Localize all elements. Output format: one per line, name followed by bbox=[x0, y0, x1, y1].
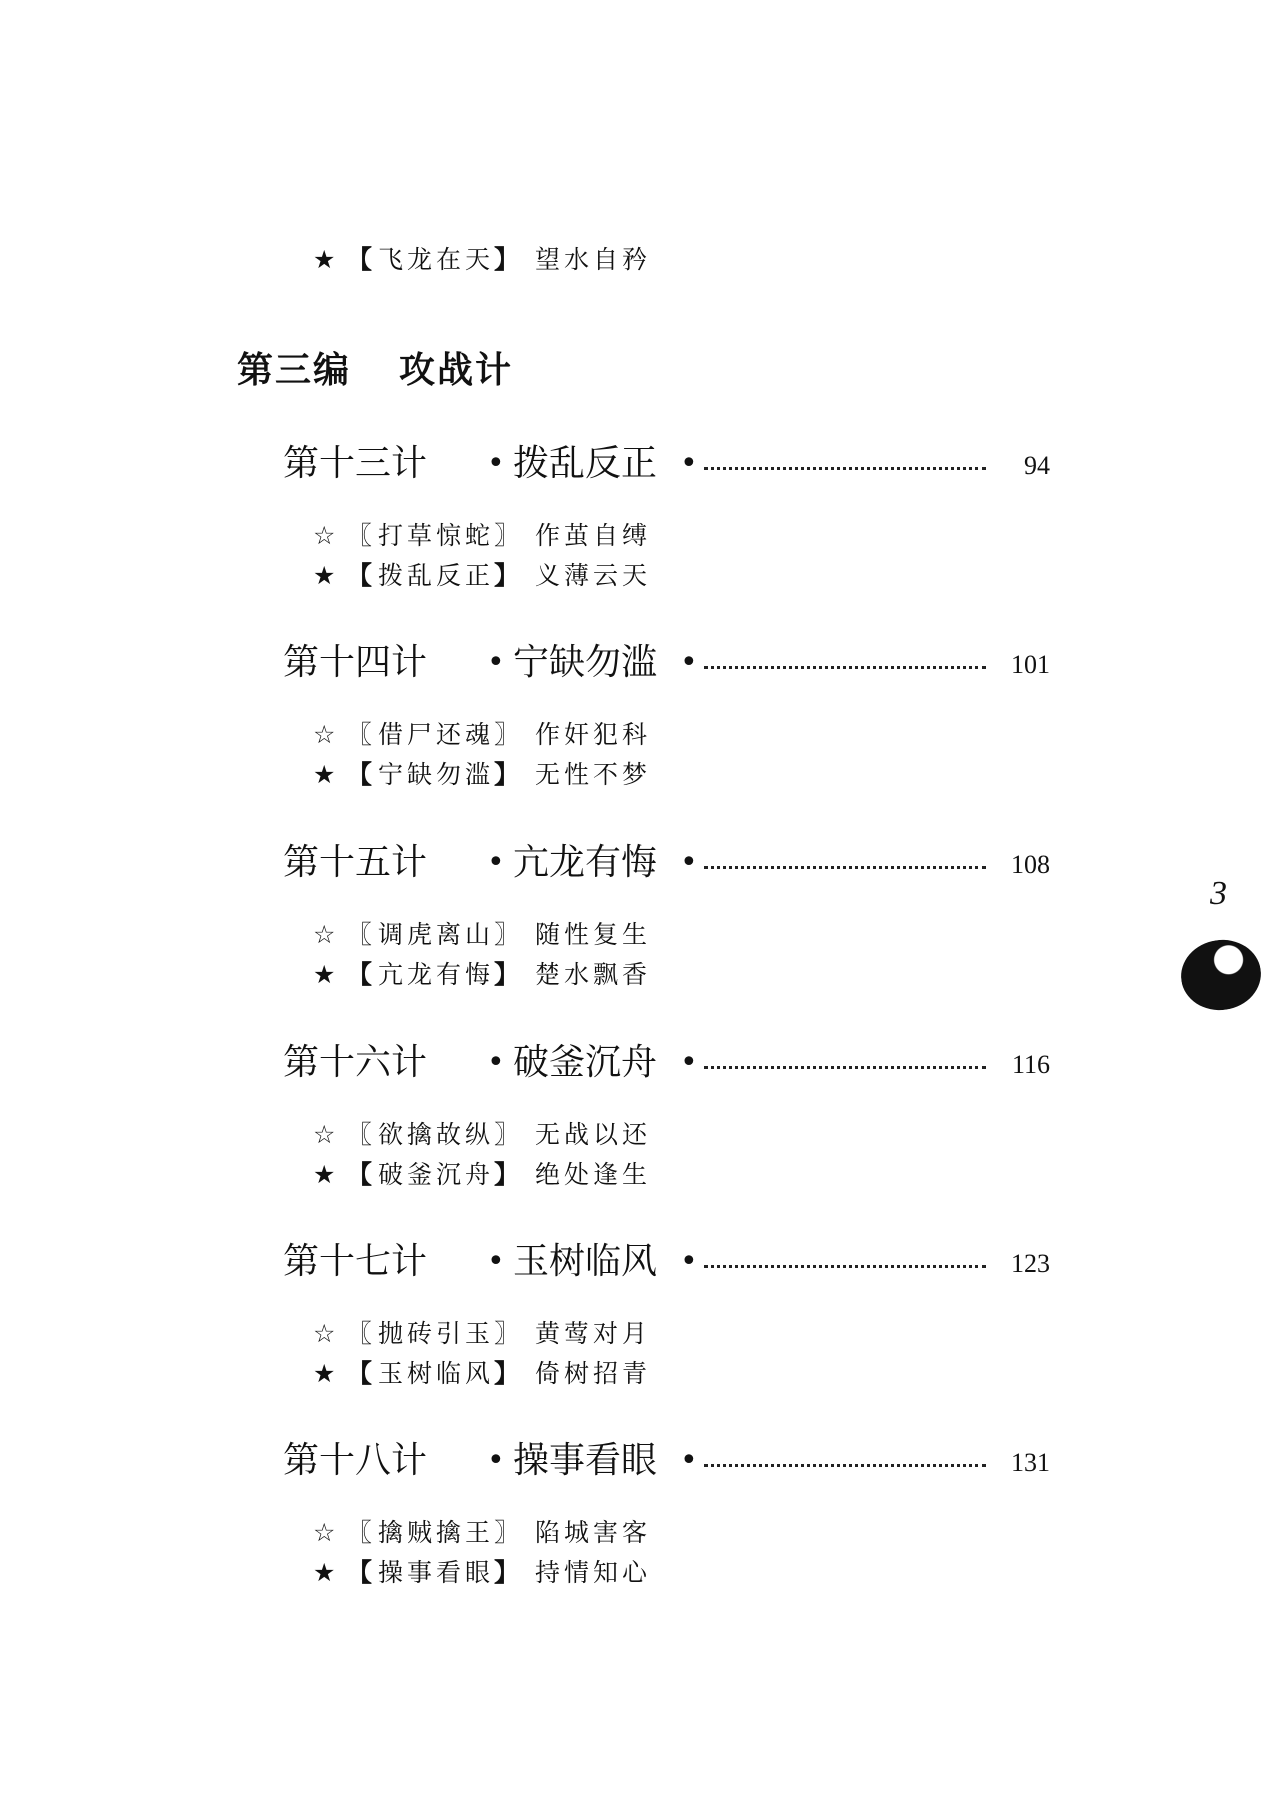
bullet-dot: • bbox=[680, 1443, 698, 1478]
subentry-title: 拨乱反正 bbox=[378, 561, 495, 590]
chapter-name: 破釜沉舟 bbox=[513, 1042, 658, 1083]
bracket-open: 【 bbox=[347, 1558, 373, 1587]
subentry-title: 飞龙在天 bbox=[378, 245, 495, 274]
bullet-dot: • bbox=[487, 645, 505, 680]
toc-subentry bbox=[313, 1160, 651, 1190]
toc-subentry bbox=[313, 1319, 651, 1349]
chapter-number: 第十八计 bbox=[283, 1440, 428, 1481]
toc-chapter-entry[interactable] bbox=[283, 1438, 1050, 1484]
subentry-subtitle: 义薄云天 bbox=[535, 561, 652, 590]
bracket-open: 【 bbox=[347, 561, 373, 590]
yin-yang-decoration-icon bbox=[1177, 935, 1263, 1015]
subentry-title: 借尸还魂 bbox=[378, 720, 495, 749]
page-number: 116 bbox=[1011, 1050, 1050, 1079]
chapter-name: 操事看眼 bbox=[513, 1440, 658, 1481]
bracket-open: 〖 bbox=[347, 521, 373, 550]
page-number: 108 bbox=[1011, 850, 1050, 879]
bracket-close: 〗 bbox=[494, 1518, 520, 1547]
bracket-close: 】 bbox=[494, 245, 520, 274]
chapter-name: 亢龙有悔 bbox=[513, 842, 658, 883]
bullet-dot: • bbox=[487, 446, 505, 481]
bracket-open: 【 bbox=[347, 960, 373, 989]
subentry-subtitle: 作茧自缚 bbox=[535, 521, 652, 550]
bullet-dot: • bbox=[487, 1244, 505, 1279]
dot-leader bbox=[704, 467, 986, 470]
subentry-title: 擒贼擒王 bbox=[378, 1518, 495, 1547]
chapter-number: 第十四计 bbox=[283, 642, 428, 683]
filled-star-icon: ★ bbox=[313, 561, 336, 590]
bullet-dot: • bbox=[680, 1045, 698, 1080]
chapter-name: 拨乱反正 bbox=[513, 443, 658, 484]
bracket-open: 〖 bbox=[347, 920, 373, 949]
bracket-open: 【 bbox=[347, 760, 373, 789]
bracket-open: 〖 bbox=[347, 1319, 373, 1348]
dot-leader bbox=[704, 1066, 986, 1069]
subentry-subtitle: 作奸犯科 bbox=[535, 720, 652, 749]
toc-chapter-entry[interactable] bbox=[283, 840, 1050, 886]
bullet-dot: • bbox=[680, 1244, 698, 1279]
bracket-close: 〗 bbox=[494, 1120, 520, 1149]
chapter-number: 第十七计 bbox=[283, 1241, 428, 1282]
subentry-title: 打草惊蛇 bbox=[378, 521, 495, 550]
dot-leader bbox=[704, 1464, 986, 1467]
toc-subentry bbox=[313, 1120, 651, 1150]
bracket-close: 〗 bbox=[494, 1319, 520, 1348]
subentry-subtitle: 望水自矜 bbox=[535, 245, 652, 274]
filled-star-icon: ★ bbox=[313, 1160, 336, 1189]
hollow-star-icon: ☆ bbox=[313, 1518, 336, 1547]
page-number: 123 bbox=[1011, 1249, 1050, 1278]
subentry-title: 欲擒故纵 bbox=[378, 1120, 495, 1149]
dot-leader bbox=[704, 1265, 986, 1268]
hollow-star-icon: ☆ bbox=[313, 920, 336, 949]
subentry-subtitle: 黄莺对月 bbox=[535, 1319, 652, 1348]
part-title: 攻战计 bbox=[399, 350, 514, 391]
subentry-title: 调虎离山 bbox=[378, 920, 495, 949]
toc-chapter-entry[interactable] bbox=[283, 1239, 1050, 1285]
part-label: 第三编 bbox=[237, 350, 352, 391]
page-number: 131 bbox=[1011, 1448, 1050, 1477]
toc-subentry bbox=[313, 920, 651, 950]
toc-subentry bbox=[313, 1359, 651, 1389]
bullet-dot: • bbox=[487, 845, 505, 880]
subentry-subtitle: 倚树招青 bbox=[535, 1359, 652, 1388]
bracket-open: 【 bbox=[347, 1160, 373, 1189]
bracket-close: 〗 bbox=[494, 920, 520, 949]
subentry-subtitle: 无战以还 bbox=[535, 1120, 652, 1149]
subentry-subtitle: 陷城害客 bbox=[535, 1518, 652, 1547]
toc-subentry bbox=[313, 960, 651, 990]
bracket-close: 】 bbox=[494, 561, 520, 590]
chapter-name: 玉树临风 bbox=[513, 1241, 658, 1282]
chapter-number: 第十五计 bbox=[283, 842, 428, 883]
bullet-dot: • bbox=[487, 1443, 505, 1478]
bracket-open: 【 bbox=[347, 1359, 373, 1388]
filled-star-icon: ★ bbox=[313, 960, 336, 989]
toc-chapter-entry[interactable] bbox=[283, 640, 1050, 686]
toc-subentry bbox=[313, 561, 651, 591]
part-heading bbox=[237, 342, 513, 393]
bracket-open: 〖 bbox=[347, 1518, 373, 1547]
hollow-star-icon: ☆ bbox=[313, 1319, 336, 1348]
subentry-subtitle: 持情知心 bbox=[535, 1558, 652, 1587]
bullet-dot: • bbox=[680, 645, 698, 680]
filled-star-icon: ★ bbox=[313, 1558, 336, 1587]
bracket-close: 】 bbox=[494, 760, 520, 789]
subentry-subtitle: 无性不梦 bbox=[535, 760, 652, 789]
subentry-title: 抛砖引玉 bbox=[378, 1319, 495, 1348]
bracket-close: 】 bbox=[494, 1359, 520, 1388]
subentry-title: 破釜沉舟 bbox=[378, 1160, 495, 1189]
bracket-close: 】 bbox=[494, 1160, 520, 1189]
subentry-subtitle: 楚水飘香 bbox=[535, 960, 652, 989]
chapter-number: 第十三计 bbox=[283, 443, 428, 484]
page-number: 101 bbox=[1011, 650, 1050, 679]
bullet-dot: • bbox=[487, 1045, 505, 1080]
filled-star-icon: ★ bbox=[313, 245, 336, 274]
bracket-close: 〗 bbox=[494, 521, 520, 550]
subentry-title: 玉树临风 bbox=[378, 1359, 495, 1388]
hollow-star-icon: ☆ bbox=[313, 521, 336, 550]
bracket-open: 〖 bbox=[347, 1120, 373, 1149]
toc-subentry bbox=[313, 1518, 651, 1548]
toc-subentry bbox=[313, 720, 651, 750]
toc-subentry bbox=[313, 521, 651, 551]
toc-subentry bbox=[313, 760, 651, 790]
subentry-subtitle: 绝处逢生 bbox=[535, 1160, 652, 1189]
filled-star-icon: ★ bbox=[313, 760, 336, 789]
filled-star-icon: ★ bbox=[313, 1359, 336, 1388]
chapter-number: 第十六计 bbox=[283, 1042, 428, 1083]
hollow-star-icon: ☆ bbox=[313, 1120, 336, 1149]
subentry-title: 操事看眼 bbox=[378, 1558, 495, 1587]
page-folio-number: 3 bbox=[1210, 875, 1227, 912]
toc-chapter-entry[interactable] bbox=[283, 1040, 1050, 1086]
toc-subentry bbox=[313, 1558, 651, 1588]
subentry-title: 亢龙有悔 bbox=[378, 960, 495, 989]
dot-leader bbox=[704, 666, 986, 669]
toc-chapter-entry[interactable] bbox=[283, 441, 1050, 487]
toc-subentry bbox=[313, 245, 651, 275]
subentry-subtitle: 随性复生 bbox=[535, 920, 652, 949]
subentry-title: 宁缺勿滥 bbox=[378, 760, 495, 789]
dot-leader bbox=[704, 866, 986, 869]
bullet-dot: • bbox=[680, 845, 698, 880]
chapter-name: 宁缺勿滥 bbox=[513, 642, 658, 683]
hollow-star-icon: ☆ bbox=[313, 720, 336, 749]
bracket-close: 】 bbox=[494, 1558, 520, 1587]
bracket-close: 〗 bbox=[494, 720, 520, 749]
bullet-dot: • bbox=[680, 446, 698, 481]
bracket-close: 】 bbox=[494, 960, 520, 989]
page-number: 94 bbox=[1024, 451, 1050, 480]
bracket-open: 【 bbox=[347, 245, 373, 274]
bracket-open: 〖 bbox=[347, 720, 373, 749]
